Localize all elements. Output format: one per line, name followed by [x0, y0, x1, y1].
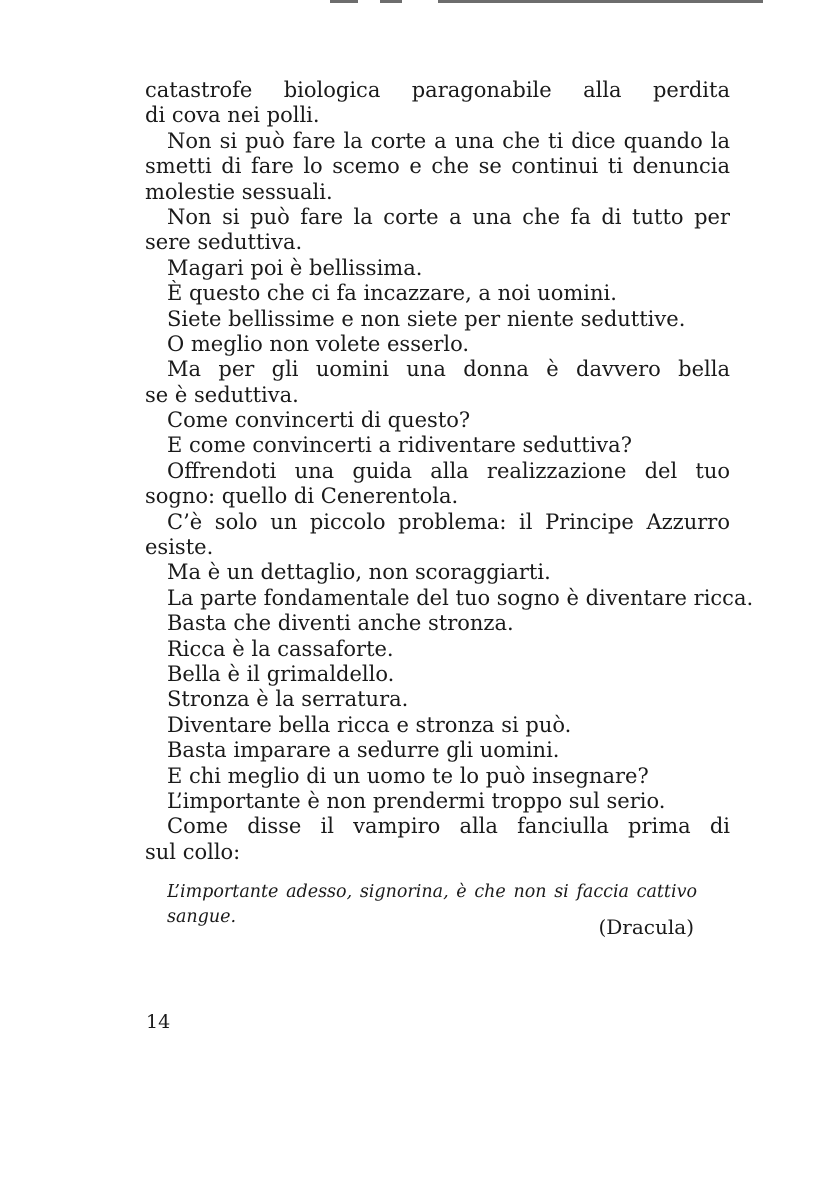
text-line: Ma per gli uomini una donna è davvero bella — [167, 357, 730, 382]
text-line: sere seduttiva. — [145, 230, 303, 255]
text-line: Offrendoti una guida alla realizzazione del tuo — [167, 458, 730, 483]
text-line: E come convincerti a ridiventare seduttiva? — [167, 433, 632, 458]
text-line: E chi meglio di un uomo te lo può insegnare? — [167, 763, 649, 788]
text-line: Basta imparare a sedurre gli uomini. — [167, 738, 560, 763]
text-line: La parte fondamentale del tuo sogno è diventare ricca. — [167, 585, 754, 610]
text-line: O meglio non volete esserlo. — [167, 331, 470, 356]
text-line: Non si può fare la corte a una che fa di tutto per — [167, 204, 730, 229]
text-line: smetti di fare lo scemo e che se continui ti denuncia — [145, 154, 730, 179]
page-number: 14 — [146, 1011, 171, 1033]
text-line: Ricca è la cassaforte. — [167, 636, 394, 661]
scan-edge-mark — [380, 0, 402, 3]
text-line: catastrofe biologica paragonabile alla perdita — [145, 78, 730, 102]
text-line: Come disse il vampiro alla fanciulla prima di — [167, 814, 730, 839]
text-line: È questo che ci fa incazzare, a noi uomini. — [167, 281, 617, 306]
text-line: Diventare bella ricca e stronza si può. — [167, 712, 572, 737]
text-line: Bella è il grimaldello. — [167, 661, 395, 686]
text-line: Come convincerti di questo? — [167, 408, 471, 433]
text-line: Magari poi è bellissima. — [167, 255, 423, 280]
text-line: Siete bellissime e non siete per niente seduttive. — [167, 306, 686, 331]
text-line: Stronza è la serratura. — [167, 687, 409, 712]
text-line: esiste. — [145, 535, 214, 560]
text-line: Non si può fare la corte a una che ti dice quando la — [167, 128, 730, 153]
text-line: Basta che diventi anche stronza. — [167, 611, 514, 636]
text-line: sogno: quello di Cenerentola. — [145, 484, 459, 509]
scan-edge-mark — [330, 0, 358, 3]
quote-line: sangue. — [167, 907, 237, 927]
scan-edge-mark — [438, 0, 763, 3]
text-line: L’importante è non prendermi troppo sul serio. — [167, 788, 666, 813]
text-line: di cova nei polli. — [145, 103, 320, 128]
quote-attribution: (Dracula) — [598, 915, 694, 939]
scan-edge-artifact — [0, 0, 840, 10]
text-line: sul collo: — [145, 839, 241, 864]
text-line: Ma è un dettaglio, non scoraggiarti. — [167, 560, 551, 585]
text-line: C’è solo un piccolo problema: il Principe Azzurro — [167, 509, 730, 534]
quote-line: L’importante adesso, signorina, è che non si faccia cattivo — [167, 882, 697, 902]
body-text — [145, 78, 754, 865]
text-line: se è seduttiva. — [145, 382, 299, 407]
text-line: molestie sessuali. — [145, 179, 333, 204]
